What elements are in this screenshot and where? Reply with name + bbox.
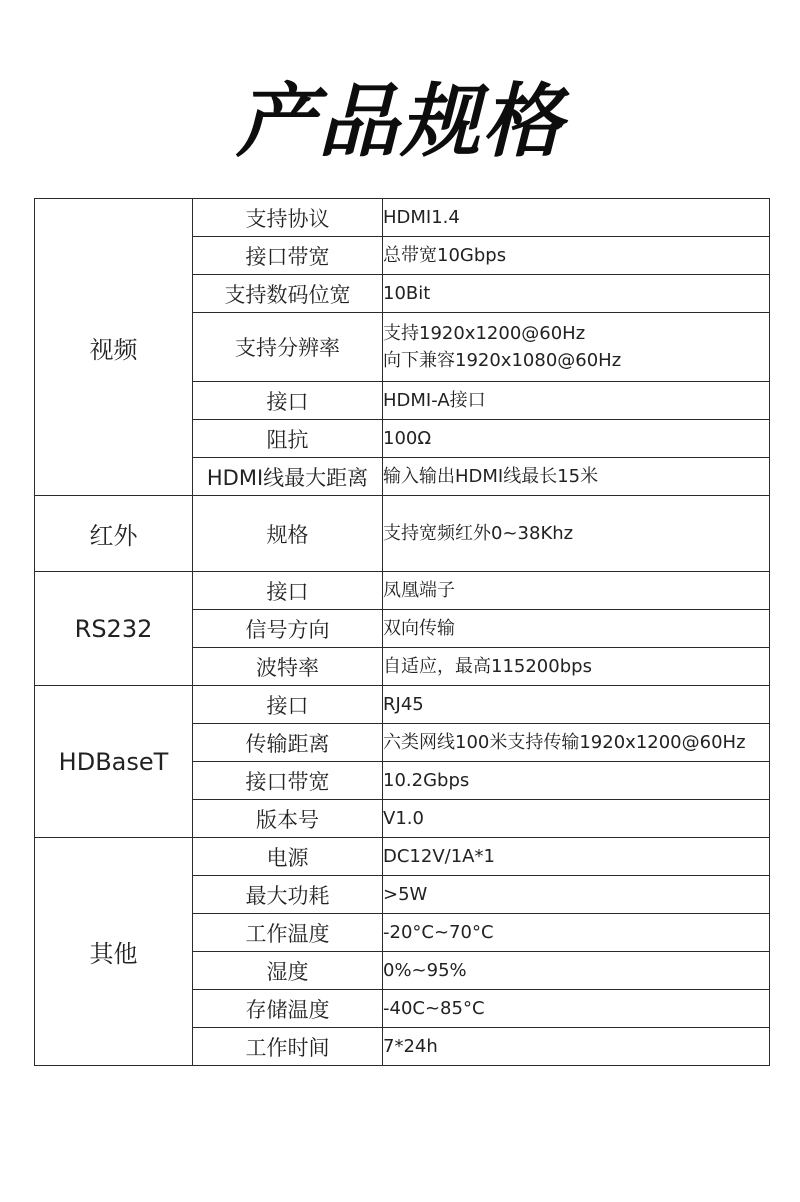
spec-item-cell: 波特率 bbox=[193, 648, 383, 686]
spec-value-cell bbox=[383, 990, 770, 1028]
spec-value-line: RJ45 bbox=[383, 694, 424, 715]
spec-value-line: 总带宽10Gbps bbox=[383, 245, 507, 266]
spec-row bbox=[35, 199, 770, 237]
spec-item-cell: 存储温度 bbox=[193, 990, 383, 1028]
spec-value-cell bbox=[383, 686, 770, 724]
spec-value-cell bbox=[383, 199, 770, 237]
spec-value-cell bbox=[383, 800, 770, 838]
spec-item-cell: 支持分辨率 bbox=[193, 313, 383, 382]
spec-value-line: 10Bit bbox=[383, 283, 431, 304]
spec-item-cell: 工作时间 bbox=[193, 1028, 383, 1066]
spec-value-line: 支持1920x1200@60Hz bbox=[383, 323, 586, 344]
spec-value-cell bbox=[383, 952, 770, 990]
category-cell: 其他 bbox=[35, 838, 193, 1066]
spec-item-cell: 湿度 bbox=[193, 952, 383, 990]
spec-value-cell bbox=[383, 1028, 770, 1066]
spec-value-line: HDMI-A接口 bbox=[383, 390, 486, 411]
spec-value-line: DC12V/1A*1 bbox=[383, 846, 495, 867]
spec-item-cell: 传输距离 bbox=[193, 724, 383, 762]
spec-value-line: 10.2Gbps bbox=[383, 770, 470, 791]
spec-value-line: 双向传输 bbox=[383, 618, 455, 639]
spec-value-cell bbox=[383, 458, 770, 496]
spec-row bbox=[35, 686, 770, 724]
category-cell: RS232 bbox=[35, 572, 193, 686]
spec-item-cell: 阻抗 bbox=[193, 420, 383, 458]
spec-value-line: -20°C~70°C bbox=[383, 922, 494, 943]
spec-item-cell: 最大功耗 bbox=[193, 876, 383, 914]
spec-value-cell bbox=[383, 572, 770, 610]
spec-item-cell: 接口带宽 bbox=[193, 237, 383, 275]
spec-table-body bbox=[35, 199, 770, 1066]
spec-value-line: HDMI1.4 bbox=[383, 207, 460, 228]
spec-value-line: 7*24h bbox=[383, 1036, 438, 1057]
category-cell: HDBaseT bbox=[35, 686, 193, 838]
spec-value-line: 凤凰端子 bbox=[383, 580, 455, 601]
category-cell: 红外 bbox=[35, 496, 193, 572]
spec-item-cell: 电源 bbox=[193, 838, 383, 876]
spec-value-cell bbox=[383, 648, 770, 686]
spec-value-line: 100Ω bbox=[383, 428, 432, 449]
spec-item-cell: 支持协议 bbox=[193, 199, 383, 237]
spec-value-cell bbox=[383, 838, 770, 876]
spec-row bbox=[35, 838, 770, 876]
spec-value-cell bbox=[383, 724, 770, 762]
spec-item-cell: 接口带宽 bbox=[193, 762, 383, 800]
spec-row bbox=[35, 496, 770, 572]
spec-table bbox=[34, 198, 770, 1066]
spec-value-line: 向下兼容1920x1080@60Hz bbox=[383, 350, 622, 371]
spec-item-cell: 规格 bbox=[193, 496, 383, 572]
spec-value-cell bbox=[383, 762, 770, 800]
spec-value-cell bbox=[383, 610, 770, 648]
spec-item-cell: 接口 bbox=[193, 382, 383, 420]
spec-value-cell bbox=[383, 237, 770, 275]
spec-item-cell: 工作温度 bbox=[193, 914, 383, 952]
spec-value-cell bbox=[383, 914, 770, 952]
spec-value-line: 六类网线100米支持传输1920x1200@60Hz bbox=[383, 732, 746, 753]
spec-value-line: 支持宽频红外0~38Khz bbox=[383, 523, 574, 544]
spec-item-cell: 支持数码位宽 bbox=[193, 275, 383, 313]
spec-item-cell: 版本号 bbox=[193, 800, 383, 838]
spec-value-cell bbox=[383, 876, 770, 914]
spec-value-cell bbox=[383, 496, 770, 572]
spec-value-cell bbox=[383, 275, 770, 313]
spec-item-cell: 信号方向 bbox=[193, 610, 383, 648]
spec-value-cell bbox=[383, 382, 770, 420]
spec-item-cell: 接口 bbox=[193, 686, 383, 724]
spec-value-cell bbox=[383, 313, 770, 382]
spec-value-line: 0%~95% bbox=[383, 960, 467, 981]
spec-item-cell: 接口 bbox=[193, 572, 383, 610]
spec-value-line: 自适应，最高115200bps bbox=[383, 656, 592, 677]
spec-row bbox=[35, 572, 770, 610]
spec-item-cell: HDMI线最大距离 bbox=[193, 458, 383, 496]
spec-value-line: 输入输出HDMI线最长15米 bbox=[383, 466, 599, 487]
page-title: 产品规格 bbox=[236, 75, 564, 168]
spec-value-cell bbox=[383, 420, 770, 458]
spec-value-line: -40C~85°C bbox=[383, 998, 485, 1019]
spec-value-line: >5W bbox=[383, 884, 428, 905]
category-cell: 视频 bbox=[35, 199, 193, 496]
spec-value-line: V1.0 bbox=[383, 808, 424, 829]
